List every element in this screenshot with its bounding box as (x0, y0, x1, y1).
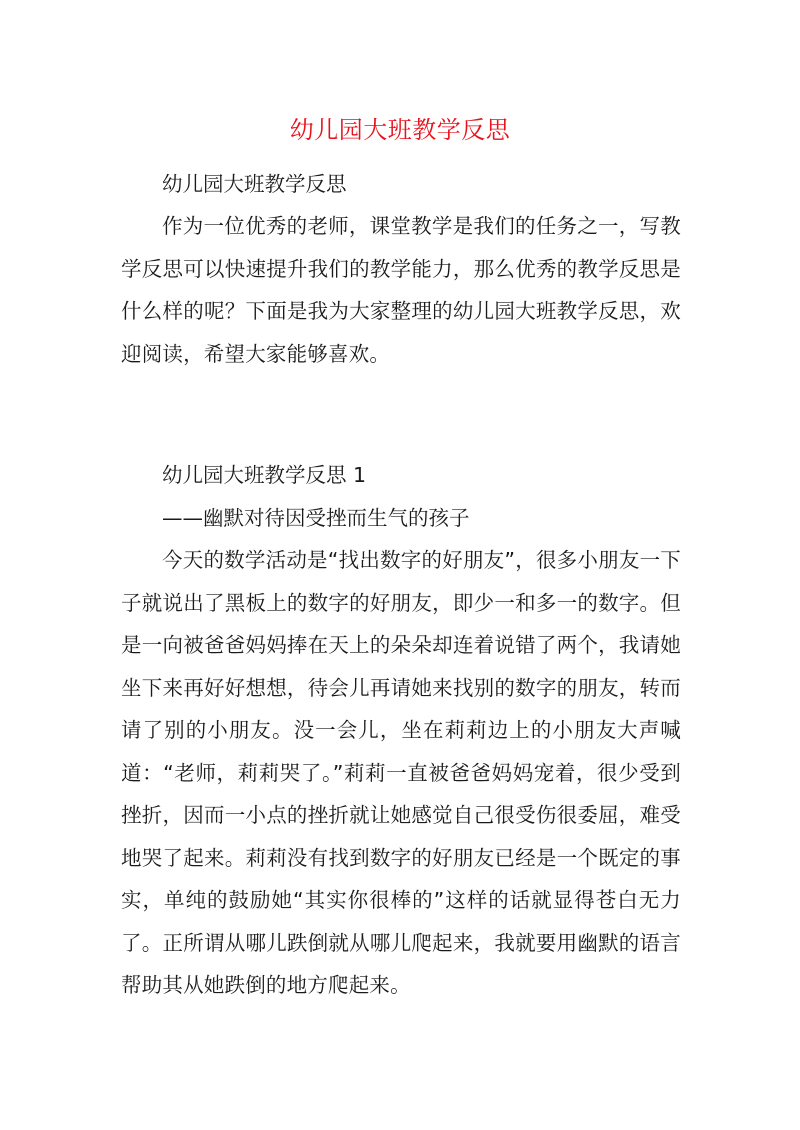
section-paragraph: 今天的数学活动是“找出数字的好朋友”，很多小朋友一下子就说出了黑板上的数字的好朋友，即少一和多一的数字。但是一向被爸爸妈妈捧在天上的朵朵却连着说错了两个，我请她坐下来再好好想想，待会儿再请她来找别的数字的朋友，转而请了别的小朋友。没一会儿，坐在莉莉边上的小朋友大声喊道：“老师，莉莉哭了。”莉莉一直被爸爸妈妈宠着，很少受到挫折，因而一小点的挫折就让她感觉自己很受伤很委屈，难受地哭了起来。莉莉没有找到数字的好朋友已经是一个既定的事实，单纯的鼓励她“其实你很棒的”这样的话就显得苍白无力了。正所谓从哪儿跌倒就从哪儿爬起来，我就要用幽默的语言帮助其从她跌倒的地方爬起来。 (121, 548, 681, 997)
document-title: 幼儿园大班教学反思 (289, 116, 511, 144)
intro-heading: 幼儿园大班教学反思 (162, 172, 347, 196)
intro-paragraph: 作为一位优秀的老师，课堂教学是我们的任务之一，写教学反思可以快速提升我们的教学能力，那么优秀的教学反思是什么样的呢？下面是我为大家整理的幼儿园大班教学反思，欢迎阅读，希望大家能够喜欢。 (121, 214, 681, 366)
section-heading: 幼儿园大班教学反思 1 (162, 463, 367, 487)
section-subtitle: ——幽默对待因受挫而生气的孩子 (162, 506, 470, 530)
